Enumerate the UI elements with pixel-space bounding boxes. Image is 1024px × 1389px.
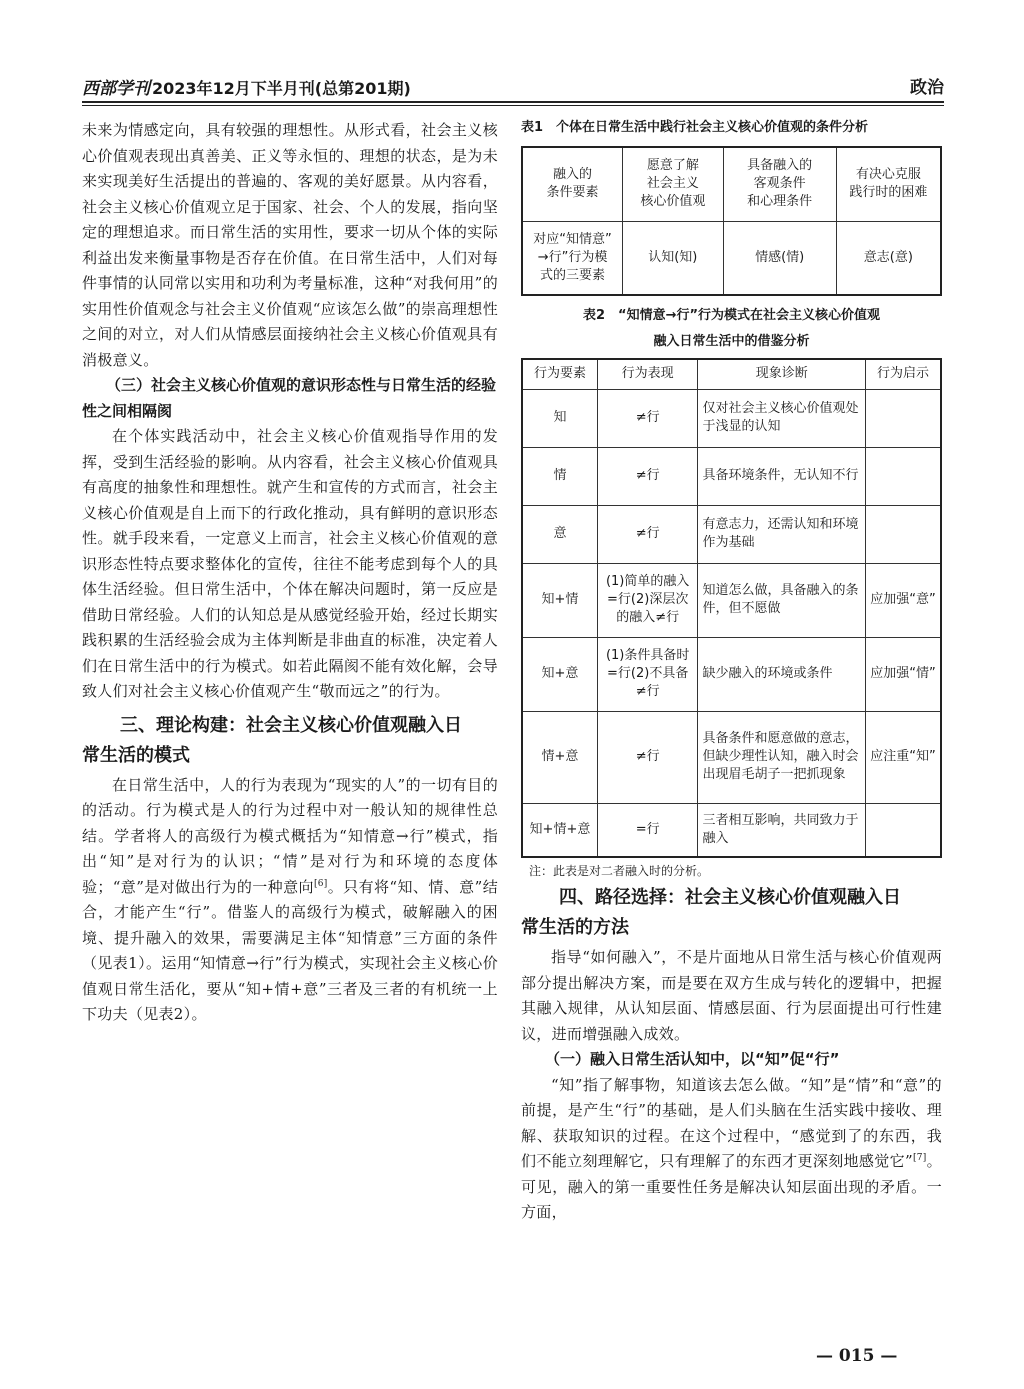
- table2-caption: 融入日常生活中的借鉴分析: [653, 334, 810, 349]
- header-rule-thin: [82, 105, 944, 106]
- issue-info: 2023年12月下半月刊(总第201期): [152, 79, 411, 98]
- citation: [7]: [912, 1153, 927, 1163]
- table-cell: (1)条件具备时=行(2)不具备≠行: [597, 637, 698, 711]
- section-heading: [82, 711, 498, 771]
- table-cell: [866, 505, 941, 563]
- table-cell: 缺少融入的环境或条件: [698, 637, 866, 711]
- table-cell: ≠行: [597, 711, 698, 803]
- paragraph-text: 在日常生活中，人的行为表现为“现实的人”的一切有目的的活动。行为模式是人的行为过程中对一般认知的规律性总结。学者将人的高级行为模式概括为“知情意→行”模式，指出“知”是对行为的认识；“情”是对行为和环境的态度体验；“意”是对做出行为的一种意向: [82, 775, 498, 896]
- journal-info: [82, 74, 411, 99]
- section-label: 政治: [910, 78, 944, 98]
- paragraph: 未来为情感定向，具有较强的理想性。从形式看，社会主义核心价值观表现出真善美、正义等永恒的、理想的状态，是为未来实现美好生活提出的普遍的、客观的美好愿景。从内容看，社会主义核心价值观立足于国家、社会、个人的发展，指向坚定的理想追求。而日常生活的实用性，要求一切从个体的实际利益出发来衡量事物是否存在价值。在日常生活中，人们对每件事情的认同常以实用和功利为考量标准，这种“对我何用”的实用性价值观念与社会主义价值观“应该怎么做”的崇高理想性之间的对立，对人们从情感层面接纳社会主义核心价值观具有消极意义。: [82, 121, 498, 369]
- table-cell: 具备环境条件，无认知不行: [698, 447, 866, 505]
- table-cell: 情: [522, 447, 597, 505]
- section-heading-line: 常生活的方法: [521, 917, 629, 938]
- paragraph: 在个体实践活动中，社会主义核心价值观指导作用的发挥，受到生活经验的影响。从内容看，社会主义核心价值观具有高度的抽象性和理想性。就产生和宣传的方式而言，社会主义核心价值观是自上而下的行政化推动，具有鲜明的意识形态性。就手段来看，一定意义上而言，社会主义核心价值观的意识形态性特点要求整体化的宣传，往往不能考虑到每个人的具体生活经验。但日常生活中，个体在解决问题时，第一反应是借助日常经验。人们的认知总是从感觉经验开始，经过长期实践积累的生活经验会成为主体判断是非曲直的标准，决定着人们在日常生活中的行为模式。如若此隔阂不能有效化解，会导致人们对社会主义核心价值观产生“敬而远之”的行为。: [82, 427, 498, 700]
- table-cell: 情感(情): [723, 221, 836, 295]
- table-cell: [866, 389, 941, 447]
- paragraph: [521, 1073, 942, 1226]
- paragraph: 指导“如何融入”，不是片面地从日常生活与核心价值观两部分提出解决方案，而是要在双方生成与转化的逻辑中，把握其融入规律，从认知层面、情感层面、行为层面提出可行性建议，进而增强融入成效。: [521, 948, 942, 1043]
- table-cell: 应注重“知”: [866, 711, 941, 803]
- paragraph-text: 。只有将“知、情、意”结合，才能产生“行”。借鉴人的高级行为模式，破解融入的困境、提升融入的效果，需要满足主体“知情意”三方面的条件（见表1）。运用“知情意→行”行为模式，实现社会主义核心价值观日常生活化，要从“知+情+意”三者及三者的有机统一上下功夫（见表2）。: [82, 877, 498, 1023]
- table-row: [522, 803, 941, 857]
- paragraph: [82, 773, 498, 1028]
- table-row: [522, 711, 941, 803]
- citation: [6]: [313, 878, 328, 889]
- table1: [521, 146, 942, 296]
- table-cell: 认知(知): [623, 221, 724, 295]
- paragraph-text: “知”指了解事物，知道该去怎么做。“知”是“情”和“意”的前提，是产生“行”的基础，是人们头脑在生活实践中接收、理解、获取知识的过程。在这个过程中，“感觉到了的东西，我们不能立刻理解它，只有理解了的东西才更深刻地感觉它”: [521, 1075, 942, 1170]
- running-header: [82, 70, 944, 100]
- table-note: 注：此表是对二者融入时的分析。: [529, 864, 710, 878]
- table-cell: 知+情+意: [522, 803, 597, 857]
- table-cell: 三者相互影响，共同致力于融入: [698, 803, 866, 857]
- table2-caption: 表2 “知情意→行”行为模式在社会主义核心价值观: [582, 308, 881, 323]
- table-cell: 知+情: [522, 563, 597, 637]
- table-cell: 愿意了解 社会主义 核心价值观: [623, 147, 724, 221]
- table-cell: 应加强“意”: [866, 563, 941, 637]
- table-cell: (1)简单的融入=行(2)深层次的融入≠行: [597, 563, 698, 637]
- table-cell: 知+意: [522, 637, 597, 711]
- subsection-heading: （一）融入日常生活认知中，以“知”促“行”: [545, 1050, 840, 1068]
- table-header: 行为要素: [522, 359, 597, 389]
- table-cell: 知: [522, 389, 597, 447]
- page-number: — 015 —: [816, 1346, 898, 1366]
- table-cell: =行: [597, 803, 698, 857]
- table-cell: 意: [522, 505, 597, 563]
- table-cell: [866, 447, 941, 505]
- table-cell: ≠行: [597, 505, 698, 563]
- table-cell: 意志(意): [836, 221, 941, 295]
- table-cell: [866, 803, 941, 857]
- table-cell: ≠行: [597, 389, 698, 447]
- table-cell: 应加强“情”: [866, 637, 941, 711]
- table-row: [522, 637, 941, 711]
- table-cell: ≠行: [597, 447, 698, 505]
- right-column: [521, 118, 942, 1226]
- table-cell: 对应“知情意” →行”行为模 式的三要素: [522, 221, 623, 295]
- table-header: 行为启示: [866, 359, 941, 389]
- left-column: [82, 118, 498, 1028]
- table-cell: 情+意: [522, 711, 597, 803]
- subsection-heading: （三）社会主义核心价值观的意识形态性与日常生活的经验性之间相隔阂: [82, 376, 497, 420]
- table-cell: 有意志力，还需认知和环境作为基础: [698, 505, 866, 563]
- table-cell: 知道怎么做，具备融入的条件，但不愿做: [698, 563, 866, 637]
- table-cell: 具备融入的 客观条件 和心理条件: [723, 147, 836, 221]
- table-cell: 融入的 条件要素: [522, 147, 623, 221]
- table-cell: 有决心克服 践行时的困难: [836, 147, 941, 221]
- section-heading-line: 常生活的模式: [82, 744, 190, 766]
- table-row: [522, 447, 941, 505]
- section-heading: [521, 883, 942, 943]
- table-row: [522, 389, 941, 447]
- journal-logo: 西部学刊: [82, 79, 150, 99]
- table-row: [522, 563, 941, 637]
- table-header: 现象诊断: [698, 359, 866, 389]
- section-heading-line: 四、路径选择：社会主义核心价值观融入日: [559, 887, 901, 908]
- table1-caption: 表1 个体在日常生活中践行社会主义核心价值观的条件分析: [521, 120, 869, 135]
- section-heading-line: 三、理论构建：社会主义核心价值观融入日: [120, 714, 462, 736]
- table-cell: 仅对社会主义核心价值观处于浅显的认知: [698, 389, 866, 447]
- table-header: 行为表现: [597, 359, 698, 389]
- table-cell: 具备条件和愿意做的意志，但缺少理性认知，融入时会出现眉毛胡子一把抓现象: [698, 711, 866, 803]
- paragraph-text: 。可见，融入的第一重要性任务是解决认知层面出现的矛盾。一方面，: [521, 1152, 942, 1221]
- table2: [521, 358, 942, 858]
- table-row: [522, 505, 941, 563]
- header-rule: [82, 101, 944, 103]
